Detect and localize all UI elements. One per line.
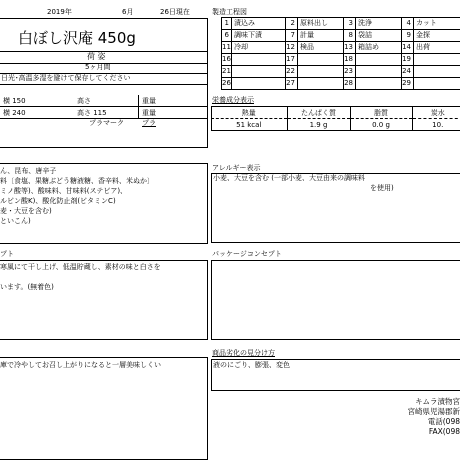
process-step-name (414, 54, 460, 66)
process-step-number: 13 (344, 42, 356, 54)
company-info (408, 397, 460, 437)
shelf-life: 5ヶ月間 (85, 63, 111, 71)
nutrition-header-energy: 熱量 (211, 107, 287, 119)
header-month: 6月 (122, 8, 134, 16)
nutrition-table (211, 107, 460, 130)
concept-title: プト (0, 250, 14, 258)
concept-line-1: 寒風にて干し上げ、低温貯蔵し、素材の味と白さを (0, 263, 161, 271)
process-title: 製造工程図 (212, 8, 247, 16)
process-step-name (356, 66, 402, 78)
ingredients-list (0, 166, 207, 226)
dimension-width-1: 横 150 (3, 97, 26, 105)
process-row (222, 42, 460, 54)
ingredient-line: といこん) (0, 217, 31, 225)
header-year: 2019年 (47, 8, 72, 16)
process-step-number: 9 (402, 30, 414, 42)
process-step-name: 袋詰 (356, 30, 402, 42)
nutrition-header-fat: 脂質 (350, 107, 412, 119)
process-step-number: 8 (344, 30, 356, 42)
process-step-number: 28 (344, 78, 356, 90)
process-step-number: 27 (286, 78, 298, 90)
plastic-mark-value: プラ (142, 119, 156, 127)
process-step-number: 18 (344, 54, 356, 66)
process-step-number: 22 (286, 66, 298, 78)
process-step-number: 3 (344, 18, 356, 30)
process-step-name (414, 66, 460, 78)
process-step-name (232, 78, 286, 90)
process-step-name (298, 54, 344, 66)
dimension-height-label-1: 高さ (77, 97, 91, 105)
concept-block (0, 260, 208, 340)
process-row (222, 54, 460, 66)
company-fax: FAX(098 (428, 427, 460, 436)
process-step-name (232, 54, 286, 66)
process-row (222, 66, 460, 78)
packaging-label: 荷 姿 (87, 52, 106, 61)
process-step-number: 4 (402, 18, 414, 30)
process-step-name: 調味下漬 (232, 30, 286, 42)
process-step-name: 金探 (414, 30, 460, 42)
process-step-number: 1 (222, 18, 232, 30)
process-step-name: 出荷 (414, 42, 460, 54)
quality-title: 商品劣化の見分け方 (212, 349, 275, 357)
process-step-name: 冷却 (232, 42, 286, 54)
allergy-block (211, 173, 460, 243)
allergy-line-2: を使用) (370, 184, 394, 192)
allergy-line-1: 小麦、大豆を含む (一部小麦、大豆由来の調味料 (213, 174, 365, 182)
package-concept-block (211, 260, 460, 340)
company-address: 宮崎県児湯郡新 (407, 407, 460, 416)
process-step-number: 2 (286, 18, 298, 30)
nutrition-header-protein: たんぱく質 (287, 107, 350, 119)
product-name: 白ぼし沢庵 450g (18, 29, 136, 47)
process-step-name (298, 66, 344, 78)
process-step-number: 17 (286, 54, 298, 66)
process-row (222, 78, 460, 90)
dimension-height-2: 高さ 115 (77, 109, 107, 117)
serving-text: 庫で冷やしてお召し上がりになると一層美味しくい (0, 361, 161, 369)
plastic-mark-label: プラマーク (89, 119, 124, 127)
process-step-name: 原料出し (298, 18, 344, 30)
process-step-number: 14 (402, 42, 414, 54)
package-concept-title: パッケージコンセプト (212, 250, 282, 258)
ingredient-line: 麦・大豆を含む) (0, 207, 52, 215)
process-step-number: 11 (222, 42, 232, 54)
process-step-number: 7 (286, 30, 298, 42)
process-step-name: 箱詰め (356, 42, 402, 54)
process-row (222, 18, 460, 30)
dimension-weight-label-2: 重量 (142, 109, 156, 117)
process-step-name: 検品 (298, 42, 344, 54)
process-step-name (356, 54, 402, 66)
process-step-number: 16 (222, 54, 232, 66)
ingredient-line: ルビン酸K)、酸化防止剤(ビタミンC) (0, 197, 116, 205)
process-step-number: 6 (222, 30, 232, 42)
nutrition-value-energy: 51 kcal (236, 120, 262, 129)
quality-text: 液のにごり、膨張、変色 (213, 361, 290, 369)
nutrition-header-carbs: 炭水 (412, 107, 460, 119)
ingredient-line: 料〔食塩、果糖ぶどう糖液糖、香辛料、米ぬか〕 (0, 177, 154, 185)
process-step-number: 19 (402, 54, 414, 66)
concept-line-2: います。(無着色) (0, 283, 54, 291)
process-row (222, 30, 460, 42)
process-step-number: 23 (344, 66, 356, 78)
process-step-name: 洗浄 (356, 18, 402, 30)
ingredient-line: ん、昆布、唐辛子 (0, 167, 57, 175)
company-tel: 電話(098 (427, 417, 460, 426)
process-step-name (356, 78, 402, 90)
process-step-name (298, 78, 344, 90)
dimension-weight-label-1: 重量 (142, 97, 156, 105)
serving-block (0, 357, 208, 460)
process-step-name: 計量 (298, 30, 344, 42)
process-step-number: 21 (222, 66, 232, 78)
process-grid (221, 17, 460, 90)
process-step-number: 26 (222, 78, 232, 90)
nutrition-value-fat: 0.0 g (350, 119, 412, 131)
process-step-name (414, 78, 460, 90)
allergy-title: アレルギー表示 (212, 164, 261, 172)
process-step-number: 12 (286, 42, 298, 54)
process-step-name (232, 66, 286, 78)
process-step-name: 漬込み (232, 18, 286, 30)
process-step-number: 24 (402, 66, 414, 78)
nutrition-value-carbs: 10. (412, 119, 460, 131)
nutrition-title: 栄養成分表示 (212, 96, 254, 104)
dimension-width-2: 横 240 (3, 109, 26, 117)
header-date-note: 26日現在 (160, 8, 190, 16)
ingredient-line: ミノ酸等)、酸味料、甘味料(ステビア)、 (0, 187, 128, 195)
nutrition-value-protein: 1.9 g (287, 119, 350, 131)
company-name: キムラ漬物宮 (415, 397, 460, 406)
process-step-name: カット (414, 18, 460, 30)
storage-instruction: 日光･高温多湿を避けて保存してください (1, 74, 131, 82)
process-step-number: 29 (402, 78, 414, 90)
